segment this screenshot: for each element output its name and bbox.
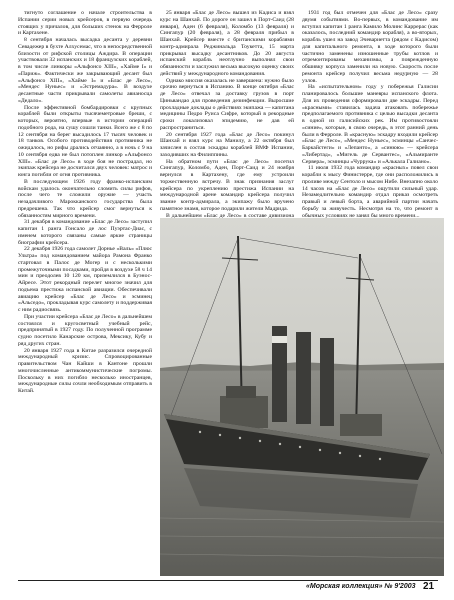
paragraph: 8 сентября началась высадка десанта у деревни Севадежер в бухте Алхусемас, что в непосредственной близости от рифской столицы Аждира. В операции участвовали 32 испанских и 18 французских кораблей, в том числе линкоры «Альфонсо XIII», «Хайме I» и «Париж». Фактически же закрывающий десант был «Альфонсо XIII», «Хайме I» и «Блас де Лесо», «Мендес Нуньес» и «Эстремадура». В воздухе десантные части прикрывали самолеты авианосца «Дедало». bbox=[18, 37, 152, 104]
text-column-left bbox=[18, 10, 152, 566]
cruiser-photo bbox=[160, 218, 444, 576]
paragraph: На обратном пути «Блас де Лесо» посетил Сингапур, Коломбо, Аден, Порт-Саид и 24 ноября вернулся в Картахену, где ему устроили торжественную встречу. В знак признания заслуг крейсера по укреплению престижа Испании на международной арене командир крейсера получил звание контр-адмирала, а экипажу было вручено памятное знамя, которое подарили жители Мадрида. bbox=[160, 158, 294, 212]
paragraph: При участии крейсера «Блас де Лесо» в дальнейшем состоялся и кругосветный учебный рейс, предпринятый в 1927 году. По полученной программе судно посетило Канарские острова, Мексику, Кубу и ряд других стран. bbox=[18, 313, 152, 347]
page-number: 21 bbox=[423, 581, 435, 592]
paragraph: Однако миссия оказалась не завершена: нужно было срочно вернуться в Испанию. В конце октября «Блас де Лесо» отвечал за доставку грузов в порт Циньвандао для проведения дезинфекции. Выросшие прохладные доклады о действиях экипажа — капитана медицины Педро Руиса Сифре, который в рекордные сроки локализовал эпидемию, не дав ей распространиться. bbox=[160, 77, 294, 131]
paragraph: На «испытательном» году у побережья Галисии планировалось большие маневры испанского флота. Для их проведения сформировали две эскадры. Перед «красными» ставилась задача атаковать побережье предполагаемого противника с целью высадки десанта в одной из галисийских рек. Им противостояли «синие», которые, в свою очередь, в этот ранний день были в Ферроле. В «красную» эскадру входили крейсер «Блас де Лесо», «Мендес Нуньес», эсминцы «Санчес-Баркайстеги» и «Лепанто», а «синюю» — крейсера «Либертад», «Мигель де Сервантес», «Альмиранте Сервера», эсминцы «Чуррука» и «Алькала Галиано». bbox=[302, 84, 438, 165]
paragraph: 31 декабря в командование «Блас де Лесо» заступил капитан 1 ранга Гонсало де лос Пуэртас-Диас, с именем которого связаны самые яркие страницы биографии крейсера. bbox=[18, 219, 152, 246]
cruiser-photo-image bbox=[160, 218, 444, 576]
paragraph: 1931 год был отмечен для «Блас де Лесо» сразу двумя событиями. Во-первых, в командование им вступил капитан 1 ранга Камило Молинс Каррерас (как оказалось, последний командир корабля), а во-вторых, корабль ушел на завод Эчевариетта (рядом с Кадисом) для капитального ремонта, в ходе которого были частично заменены изношенные трубы котлов и отремонтированы механизмы, а поврежденную обшивку корпуса заменили на новую. Скорость после ремонта крейсер получил весьма недурную — 28 узлов. bbox=[302, 10, 438, 84]
footer-rule bbox=[18, 580, 438, 581]
paragraph: В дальнейшем «Блас де Лесо» в составе дивизиона bbox=[166, 212, 294, 219]
paragraph: 22 декабря 1926 года самолет Дорнье «Валь» «Плюс Ультра» под командованием майора Рамона Франко стартовал в Палос де Могер и с несколькими промежуточными посадками, пройдя в воздухе 58 ч 14 мин и преодолев 10 120 км, приземлился в Буэнос-Айресе. Этот рекордный перелет многое значил для подъема престижа испанской авиации. Обеспечивали авиацию крейсер «Блас де Лесо» и эсминец «Альседо», прокладывая курс самолету и поддерживая с ним радиосвязь. bbox=[18, 246, 152, 313]
footer-journal-title: «Морская коллекция» № 9'2003 bbox=[306, 583, 416, 590]
paragraph: 20 января 1927 года в Китае разразился очередной международный кризис. Спровоцированные правительством Чан Кайши в Кантоне прошли многочисленные антикоммунистические погромы. Поскольку в них погибло несколько иностранцев, международные силы сочли необходимым отправить в Китай. bbox=[18, 347, 152, 394]
text-column-middle bbox=[160, 10, 294, 219]
paragraph: 25 января «Блас де Лесо» вышел из Кадиса и взял курс на Шанхай. По дороге он зашел в Порт-Саид (28 января), Аден (6 февраля), Коломбо (13 февраля) и Сингапур (20 февраля), а 28 февраля прибыл в Шанхай. Крейсер вместе с британскими кораблями контр-адмирала Реджинальда Тоукетта, 15 марта прикрывал высадку десантников. До 20 августа испанский корабль неотлучно выполнял свои обязанности и заслужил весьма высокую оценку своих действий у международного командования. bbox=[160, 10, 294, 77]
paragraph: 20 сентября 1927 года «Блас де Лесо» покинул Шанхай и взял курс на Манилу, а 22 октября был зачислен в состав эскадры кораблей ВМФ Испании, заходивших на Филиппины. bbox=[160, 131, 294, 158]
paragraph: тигнуто соглашение о начале строительства в Испании серии новых крейсеров, в первую очередь стоящих у причалов, для больших стенок на Ферроле и Картахене. bbox=[18, 10, 152, 37]
paragraph: 11 июля 1932 года командир «красных» повел свои корабли к мысу Финистерре, где они расположились в проливе между Сентоло и мысом Нибе. Внезапно около 14 часов на «Блас де Лесо» ощутили сильный удар. Незамедлительно командир отдал приказ осмотреть правый и левый борта, а аварийной партии начать борьбу за живучесть. Несмотря на то, что ремонт в обычных условиях не занял бы много времени... bbox=[302, 165, 438, 219]
paragraph: После эффективной бомбардировки с крупных кораблей были открыты тысячеметровые бреши, с которых, вероятно, впервые в истории операций подобного рода, на сушу сошли танки. Всего же с 8 по 12 сентября на берег высадилось 17 тысяч человек и 18 танков. Особого противодействия противника не ожидалось, но рифы дрались отчаянно, а в ночь с 9 на 10 сентября едва не был потоплен линкор «Альфонсо XIII». «Блас де Лесо» в ходе боя не пострадал, но экипаж крейсера не досчитался двух человек: матрос и юнга погибли от огня противника. bbox=[18, 104, 152, 178]
paragraph: В последующем 1926 году франко-испанским войскам удалось окончательно сломить силы рифов, после чего те сложили оружие — участь незадачливого Марокканского государства была предрешена. Так что крейсер смог вернуться к обязанностям мирного времени. bbox=[18, 178, 152, 219]
